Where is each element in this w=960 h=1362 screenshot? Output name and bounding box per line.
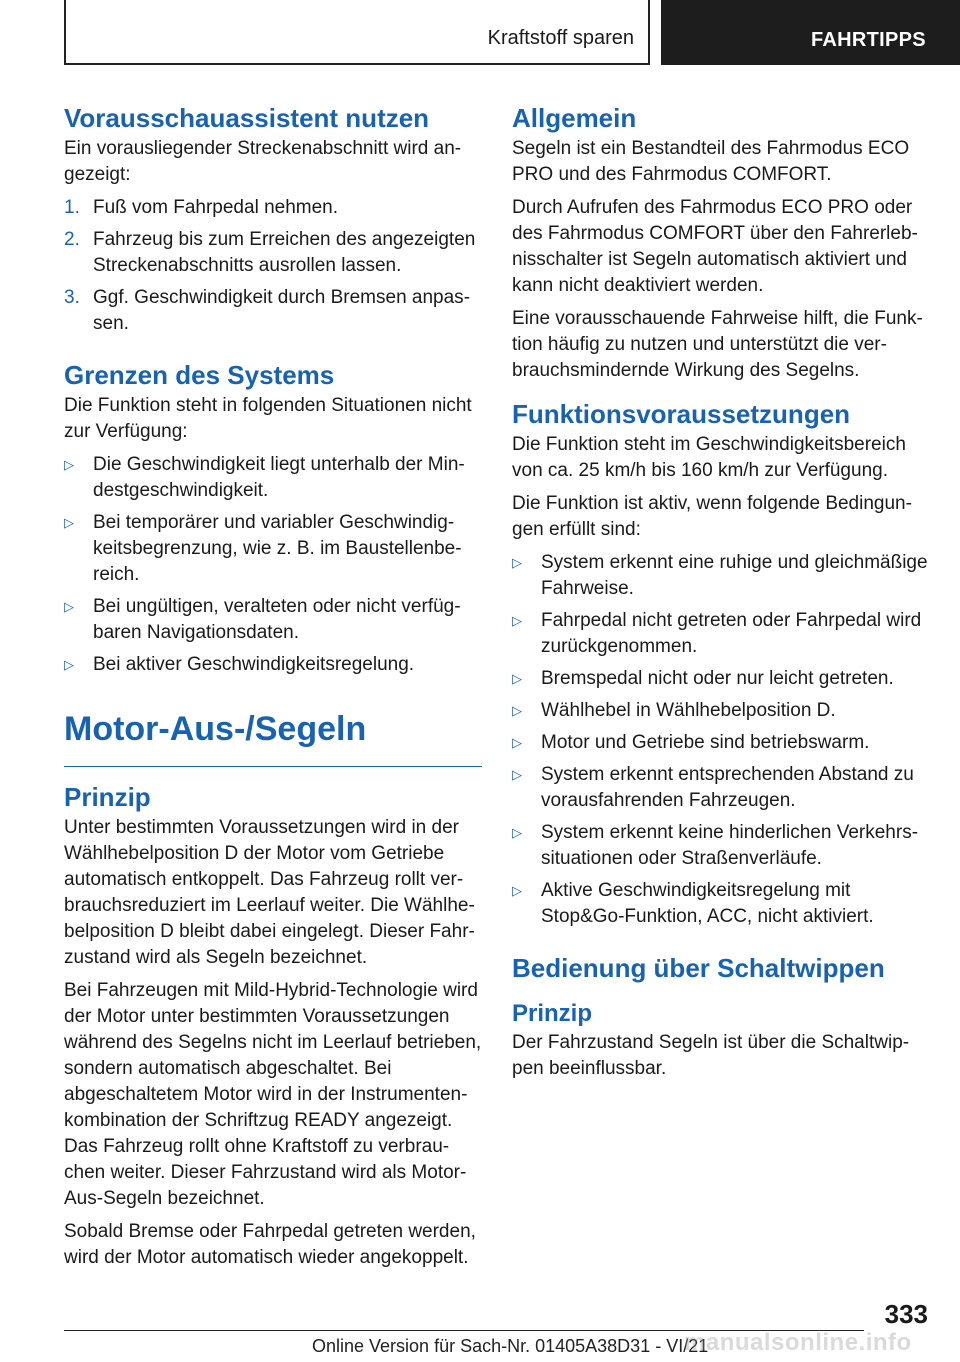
list-item (64, 594, 482, 646)
list-item-text: System erkennt keine hinderlichen Verkehrssituationen oder Straßenverläufe. (541, 822, 919, 869)
list-item-text: System erkennt entsprechenden Abstand zu vorausfahrenden Fahrzeugen. (541, 764, 914, 811)
paragraph: Bei Fahrzeugen mit Mild-Hybrid-Technologie wird der Motor unter bestimmten Voraussetzungen während des Segelns nicht im Leerlauf betrieben, sondern automatisch abgeschaltet. Bei abgeschaltetem Motor wird in der Instrumentenkombination der Schriftzug READY angezeigt. Das Fahrzeug rollt ohne Kraftstoff zu verbrauchen weiter. Dieser Fahrzustand wird als Motor-Aus-Segeln bezeichnet. (64, 980, 482, 1209)
section-title-funktionsvoraussetzungen: Funktionsvoraussetzungen (512, 399, 851, 429)
triangle-bullet-icon: ▷ (64, 457, 74, 472)
list-item (64, 285, 482, 337)
page-number: 333 (884, 1299, 928, 1329)
paragraph: Durch Aufrufen des Fahrmodus ECO PRO oder des Fahrmodus COMFORT über den Fahrerlebnisschalter ist Segeln automatisch aktiviert und kann nicht deaktiviert werden. (512, 197, 918, 296)
right-column (512, 100, 928, 1089)
list-item-text: Fahrpedal nicht getreten oder Fahrpedal wird zurückgenommen. (541, 610, 922, 657)
triangle-bullet-icon: ▷ (512, 671, 522, 686)
section-title-prinzip: Prinzip (64, 782, 151, 812)
list-item (512, 820, 928, 872)
triangle-bullet-icon: ▷ (512, 735, 522, 750)
triangle-bullet-icon: ▷ (512, 825, 522, 840)
paragraph: Die Funktion ist aktiv, wenn folgende Bedingungen erfüllt sind: (512, 493, 912, 540)
list-item (512, 550, 928, 602)
list-item-text: Ggf. Geschwindigkeit durch Bremsen anpassen. (93, 287, 471, 334)
section-title-allgemein: Allgemein (512, 103, 637, 133)
section-title-grenzen: Grenzen des Systems (64, 360, 335, 390)
triangle-bullet-icon: ▷ (64, 515, 74, 530)
list-item-text: Bei aktiver Geschwindigkeitsregelung. (93, 654, 415, 675)
list-item (64, 510, 482, 588)
triangle-bullet-icon: ▷ (512, 555, 522, 570)
header-chapter-tab: FAHRTIPPS (661, 0, 960, 65)
list-item (512, 608, 928, 660)
triangle-bullet-icon: ▷ (512, 613, 522, 628)
footer-online-version: Online Version für Sach-Nr. 01405A38D31 - VI/21 (312, 1336, 709, 1356)
list-item (512, 878, 928, 930)
list-number: 2. (64, 229, 80, 250)
list-item (512, 730, 928, 756)
list-item (512, 762, 928, 814)
paragraph: Ein vorausliegender Streckenabschnitt wird angezeigt: (64, 138, 462, 185)
list-item (64, 227, 482, 279)
paragraph: Unter bestimmten Voraussetzungen wird in der Wählhebelposition D der Motor vom Getriebe automatisch entkoppelt. Das Fahrzeug rollt verbrauchsreduziert im Leerlauf weiter. Die Wählhebelposition D bleibt dabei eingelegt. Dieser Fahrzustand wird als Segeln bezeichnet. (64, 817, 475, 968)
numbered-list (64, 195, 482, 337)
bullet-list (512, 550, 928, 930)
triangle-bullet-icon: ▷ (512, 767, 522, 782)
paragraph: Segeln ist ein Bestandteil des Fahrmodus ECO PRO und des Fahrmodus COMFORT. (512, 138, 910, 185)
list-item-text: Fuß vom Fahrpedal nehmen. (93, 197, 339, 218)
paragraph: Eine vorausschauende Fahrweise hilft, die Funktion häufig zu nutzen und unterstützt die verbrauchsmindernde Wirkung des Segelns. (512, 308, 923, 381)
list-item-text: Aktive Geschwindigkeitsregelung mit Stop&Go-Funktion, ACC, nicht aktiviert. (541, 880, 874, 927)
section-title-vorausschauassistent: Vorausschauassistent nutzen (64, 103, 430, 133)
bullet-list (64, 452, 482, 678)
list-item-text: Die Geschwindigkeit liegt unterhalb der Mindestgeschwindigkeit. (93, 454, 465, 501)
triangle-bullet-icon: ▷ (512, 703, 522, 718)
list-item-text: Fahrzeug bis zum Erreichen des angezeigten Streckenabschnitts ausrollen lassen. (93, 229, 476, 276)
list-item-text: System erkennt eine ruhige und gleichmäßige Fahrweise. (541, 552, 928, 599)
subsection-title-prinzip: Prinzip (512, 1000, 593, 1027)
triangle-bullet-icon: ▷ (64, 657, 74, 672)
list-item-text: Bremspedal nicht oder nur leicht getreten. (541, 668, 894, 689)
list-item-text: Bei temporärer und variabler Geschwindigkeitsbegrenzung, wie z. B. im Baustellenbereich. (93, 512, 462, 585)
section-title-bedienung-schaltwippen: Bedienung über Schaltwippen (512, 953, 885, 983)
list-item (512, 666, 928, 692)
triangle-bullet-icon: ▷ (64, 599, 74, 614)
list-item-text: Bei ungültigen, veralteten oder nicht verfügbaren Navigationsdaten. (93, 596, 461, 643)
list-item-text: Motor und Getriebe sind betriebswarm. (541, 732, 870, 753)
paragraph: Der Fahrzustand Segeln ist über die Schaltwippen beeinflussbar. (512, 1032, 910, 1079)
watermark: manualsonline.info (684, 1329, 912, 1356)
triangle-bullet-icon: ▷ (512, 883, 522, 898)
paragraph: Sobald Bremse oder Fahrpedal getreten werden, wird der Motor automatisch wieder angekoppelt. (64, 1221, 476, 1268)
paragraph: Die Funktion steht in folgenden Situationen nicht zur Verfügung: (64, 395, 472, 442)
paragraph: Die Funktion steht im Geschwindigkeitsbereich von ca. 25 km/h bis 160 km/h zur Verfügung. (512, 434, 906, 481)
list-number: 3. (64, 287, 80, 308)
list-number: 1. (64, 197, 80, 218)
list-item (512, 698, 928, 724)
list-item (64, 452, 482, 504)
list-item (64, 195, 482, 221)
left-column (64, 100, 482, 1278)
list-item (64, 652, 482, 678)
list-item-text: Wählhebel in Wählhebelposition D. (541, 700, 836, 721)
header-section-title: Kraftstoff sparen (487, 27, 634, 49)
chapter-title-motor-aus-segeln: Motor-Aus-/Segeln (64, 706, 482, 767)
